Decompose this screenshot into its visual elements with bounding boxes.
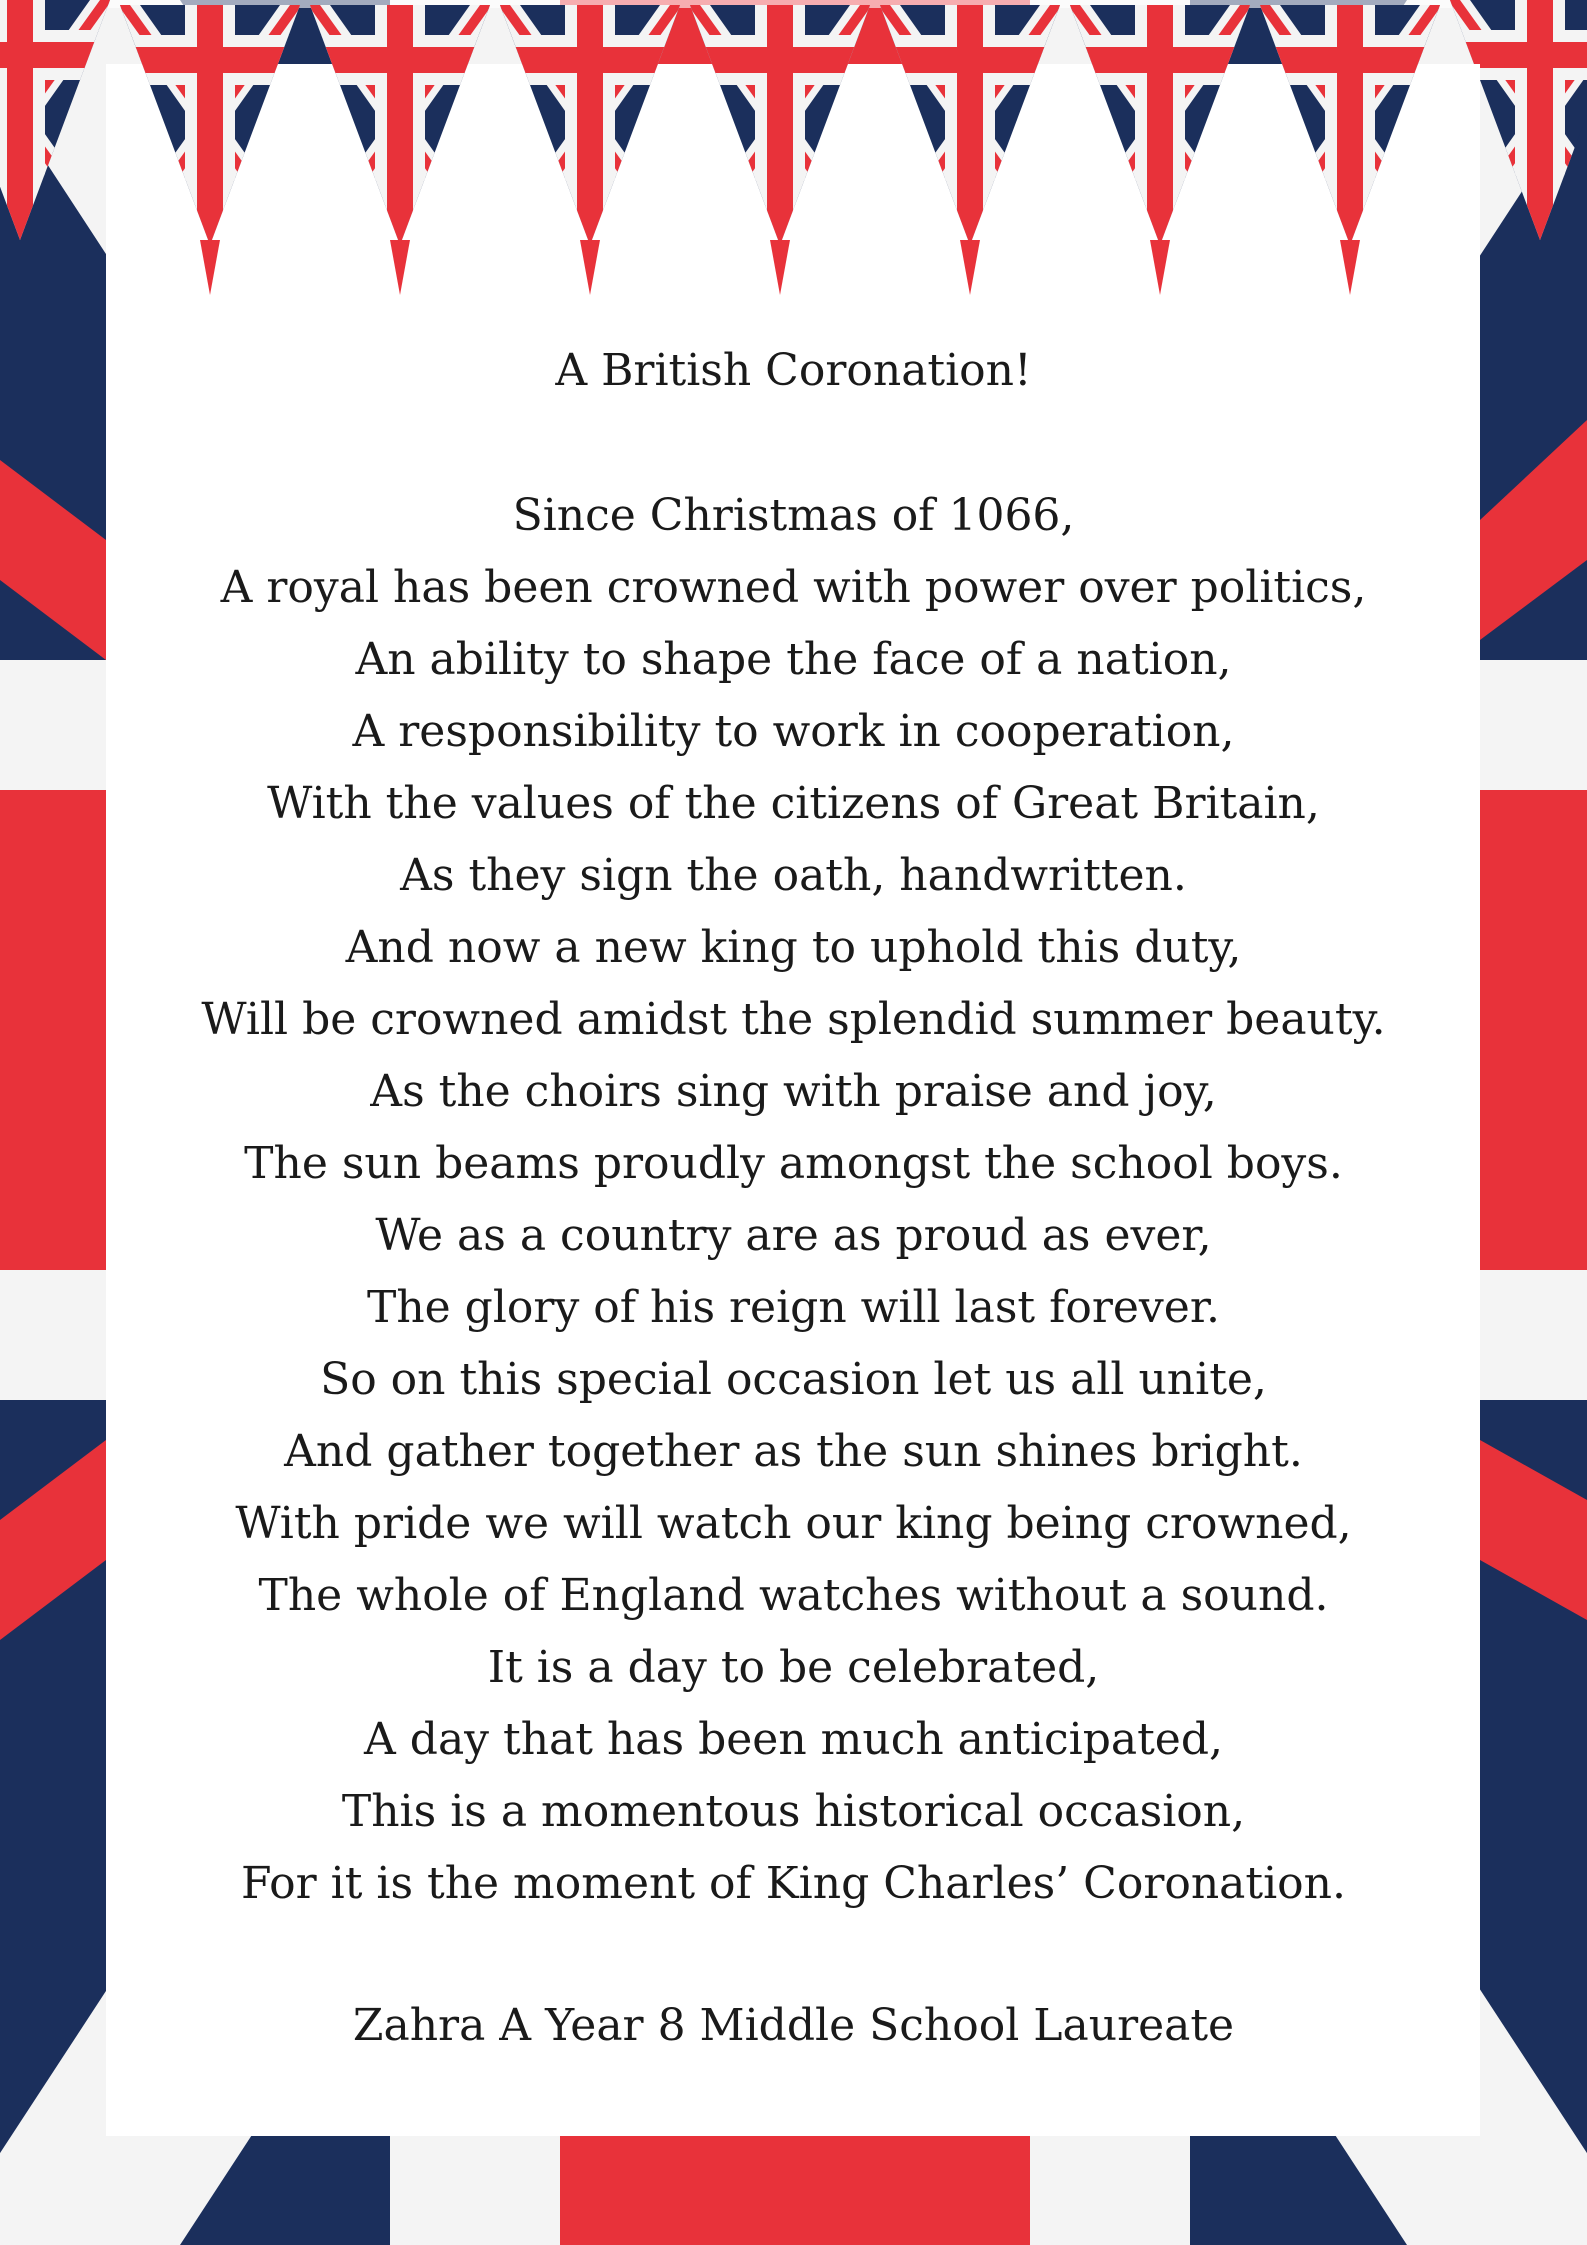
poem-line: So on this special occasion let us all unite, xyxy=(320,1354,1267,1405)
poem-line: For it is the moment of King Charles’ Coronation. xyxy=(241,1858,1346,1909)
poem-line: Will be crowned amidst the splendid summer beauty. xyxy=(201,994,1386,1045)
poem-body xyxy=(0,480,1587,1920)
poem-title: A British Coronation! xyxy=(555,345,1032,396)
poem-line: With pride we will watch our king being crowned, xyxy=(235,1498,1352,1549)
poem-line: The glory of his reign will last forever. xyxy=(366,1282,1221,1333)
poem-line: As the choirs sing with praise and joy, xyxy=(370,1066,1217,1117)
poem-line: A day that has been much anticipated, xyxy=(364,1714,1223,1765)
poem-line: We as a country are as proud as ever, xyxy=(375,1210,1212,1261)
poem-line: A responsibility to work in cooperation, xyxy=(352,706,1235,757)
bunting-overlay xyxy=(0,0,1587,300)
poem-signature: Zahra A Year 8 Middle School Laureate xyxy=(352,2000,1235,2051)
poem-line: It is a day to be celebrated, xyxy=(487,1642,1100,1693)
poem-line: The sun beams proudly amongst the school boys. xyxy=(244,1138,1343,1189)
poem-line: With the values of the citizens of Great Britain, xyxy=(267,778,1320,829)
poem-line: The whole of England watches without a sound. xyxy=(258,1570,1329,1621)
poem-line: And gather together as the sun shines bright. xyxy=(284,1426,1303,1477)
poem-line: Since Christmas of 1066, xyxy=(512,490,1075,541)
poem-line: As they sign the oath, handwritten. xyxy=(400,850,1187,901)
poem-line: A royal has been crowned with power over politics, xyxy=(220,562,1367,613)
poem-line: This is a momentous historical occasion, xyxy=(341,1786,1246,1837)
poem-line: And now a new king to uphold this duty, xyxy=(345,922,1242,973)
poem-line: An ability to shape the face of a nation, xyxy=(355,634,1232,685)
